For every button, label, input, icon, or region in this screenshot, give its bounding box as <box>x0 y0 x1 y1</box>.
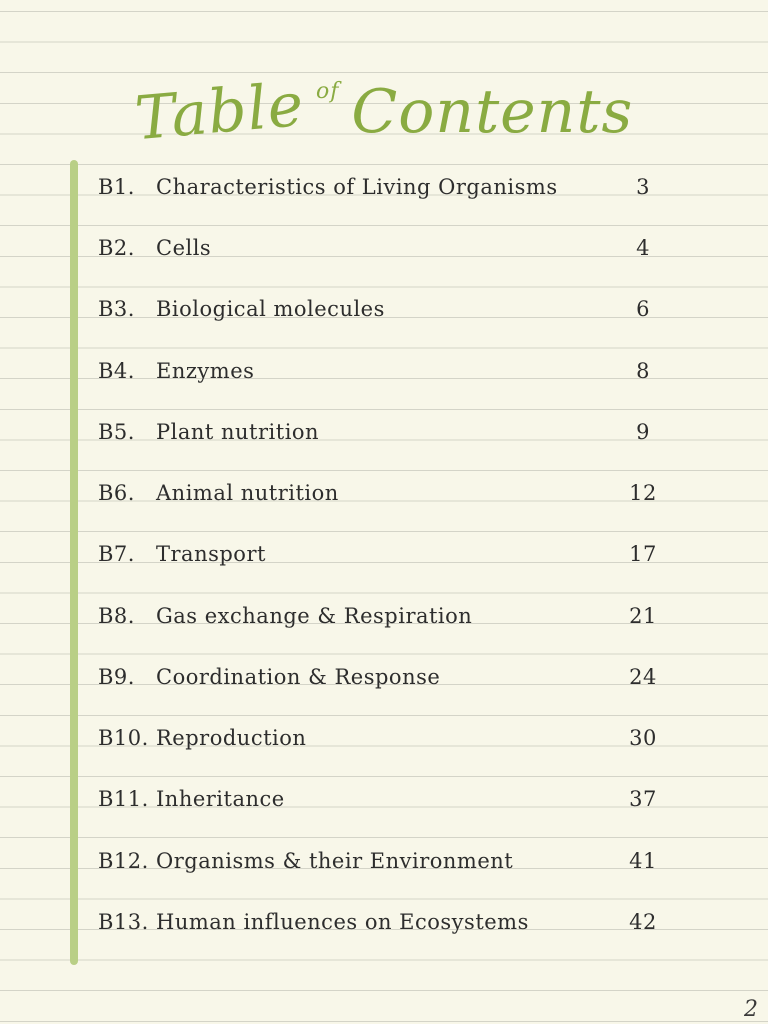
toc-entry-page: 8 <box>636 359 650 383</box>
toc-entry-title: Plant nutrition <box>156 420 320 444</box>
toc-entry-title: Transport <box>156 542 266 566</box>
title-word-of: of <box>316 79 340 104</box>
toc-entry-code: B5. <box>98 420 135 444</box>
toc-entry-code: B8. <box>98 604 135 628</box>
title-word-table: Table <box>132 69 307 155</box>
toc-entry[interactable] <box>98 596 668 636</box>
toc-entry-title: Reproduction <box>156 726 307 750</box>
toc-entry-title: Human influences on Ecosystems <box>156 910 529 934</box>
toc-entry-page: 17 <box>629 542 657 566</box>
toc-entry-title: Inheritance <box>156 787 285 811</box>
toc-entry-code: B7. <box>98 542 135 566</box>
toc-entry-title: Characteristics of Living Organisms <box>156 175 558 199</box>
toc-entry[interactable] <box>98 412 668 452</box>
toc-entry-title: Coordination & Response <box>156 665 441 689</box>
toc-entry-page: 42 <box>629 910 657 934</box>
toc-entry-title: Biological molecules <box>156 297 385 321</box>
toc-entry-code: B2. <box>98 236 135 260</box>
toc-entry-title: Enzymes <box>156 359 255 383</box>
toc-entry-code: B9. <box>98 665 135 689</box>
toc-entry-page: 4 <box>636 236 650 260</box>
toc-entry-page: 24 <box>629 665 657 689</box>
toc-entry-code: B3. <box>98 297 135 321</box>
toc-entry[interactable] <box>98 351 668 391</box>
toc-entry[interactable] <box>98 289 668 329</box>
toc-entry-title: Gas exchange & Respiration <box>156 604 473 628</box>
title-word-contents: Contents <box>351 77 634 147</box>
toc-entry[interactable] <box>98 228 668 268</box>
toc-entry-page: 3 <box>636 175 650 199</box>
toc-entry-code: B11. <box>98 787 149 811</box>
toc-entry-page: 6 <box>636 297 650 321</box>
page-number: 2 <box>744 997 758 1022</box>
toc-entry[interactable] <box>98 902 668 942</box>
toc-entry[interactable] <box>98 657 668 697</box>
toc-entry-title: Organisms & their Environment <box>156 849 514 873</box>
toc-entry[interactable] <box>98 718 668 758</box>
toc-entry-code: B6. <box>98 481 135 505</box>
toc-entry-page: 9 <box>636 420 650 444</box>
toc-entry-page: 30 <box>629 726 657 750</box>
toc-entry[interactable] <box>98 534 668 574</box>
toc-entry-page: 12 <box>629 481 657 505</box>
toc-entry-title: Animal nutrition <box>156 481 339 505</box>
toc-entry-code: B4. <box>98 359 135 383</box>
toc-entry-page: 37 <box>629 787 657 811</box>
toc-entry-title: Cells <box>156 236 212 260</box>
toc-entry-code: B13. <box>98 910 149 934</box>
toc-entry-page: 41 <box>629 849 657 873</box>
toc-entry[interactable] <box>98 473 668 513</box>
toc-entry[interactable] <box>98 779 668 819</box>
toc-entry-code: B10. <box>98 726 149 750</box>
toc-entry[interactable] <box>98 167 668 207</box>
toc-entry-code: B12. <box>98 849 149 873</box>
toc-entry-code: B1. <box>98 175 135 199</box>
toc-entry-page: 21 <box>629 604 657 628</box>
toc-entry[interactable] <box>98 841 668 881</box>
